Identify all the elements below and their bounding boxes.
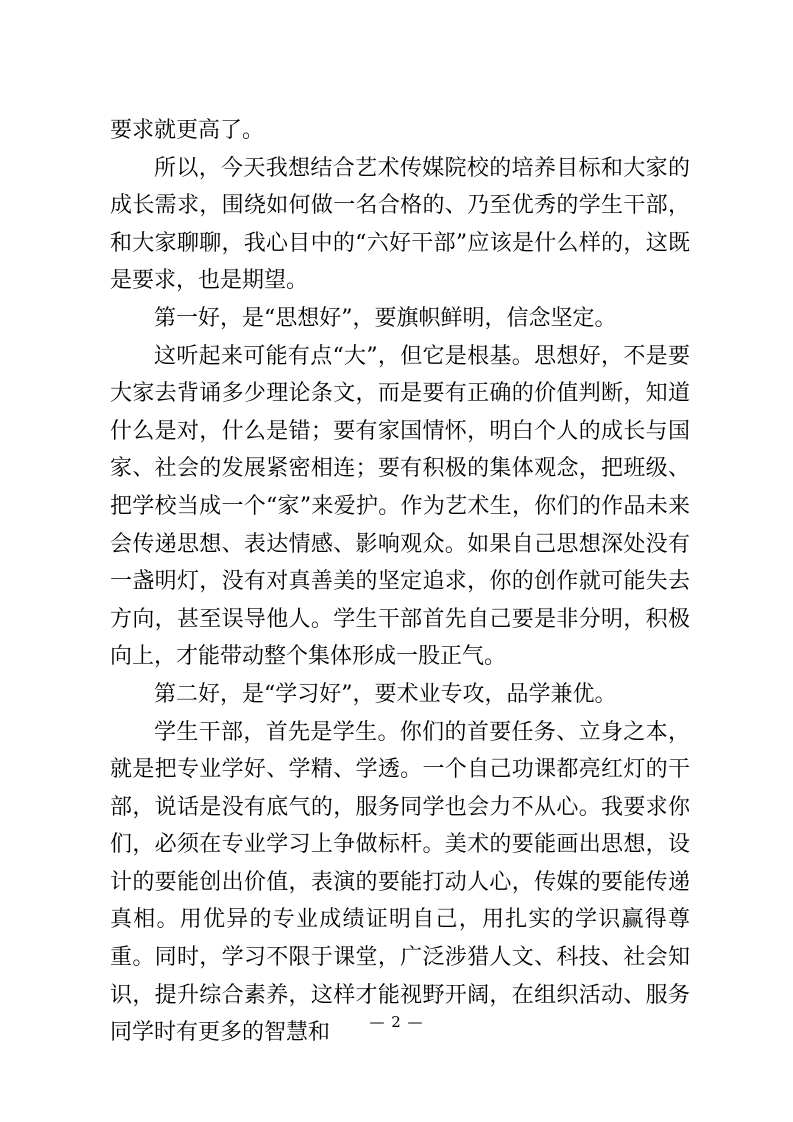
heading-first-good: 第一好，是“思想好”，要旗帜鲜明，信念坚定。 (154, 305, 617, 331)
paragraph-continuation: 要求就更高了。 (110, 118, 265, 143)
paragraph-second-good: 学生干部，首先是学生。你们的首要任务、立身之本，就是把专业学好、学精、学透。一个自己功课都亮红灯的干部，说话是没有底气的，服务同学也会力不从心。我要求你们，必须在专业学习上争做标杆。美术的要能画出思想，设计的要能创出价值，表演的要能打动人心，传媒的要能传递真相。用优异的专业成绩证明自己，用扎实的学识赢得尊重。同时，学习不限于课堂，广泛涉猎人文、科技、社会知识，提升综合素养，这样才能视野开阔，在组织活动、服务同学时有更多的智慧和 (110, 719, 690, 1046)
paragraph-first-good: 这听起来可能有点“大”，但它是根基。思想好，不是要大家去背诵多少理论条文，而是要有正确的价值判断，知道什么是对，什么是错；要有家国情怀，明白个人的成长与国家、社会的发展紧密相连；要有积极的集体观念，把班级、把学校当成一个“家”来爱护。作为艺术生，你们的作品未来会传递思想、表达情感、影响观众。如果自己思想深处没有一盏明灯，没有对真善美的坚定追求，你的创作就可能失去方向，甚至误导他人。学生干部首先自己要是非分明，积极向上，才能带动整个集体形成一股正气。 (110, 343, 690, 670)
heading-second-good: 第二好，是“学习好”，要术业专攻，品学兼优。 (154, 681, 617, 707)
page-number: — 2 — (369, 1013, 424, 1031)
body-text (110, 112, 690, 1052)
paragraph-intro: 所以，今天我想结合艺术传媒院校的培养目标和大家的成长需求，围绕如何做一名合格的、乃至优秀的学生干部，和大家聊聊，我心目中的“六好干部”应该是什么样的，这既是要求，也是期望。 (110, 155, 690, 294)
